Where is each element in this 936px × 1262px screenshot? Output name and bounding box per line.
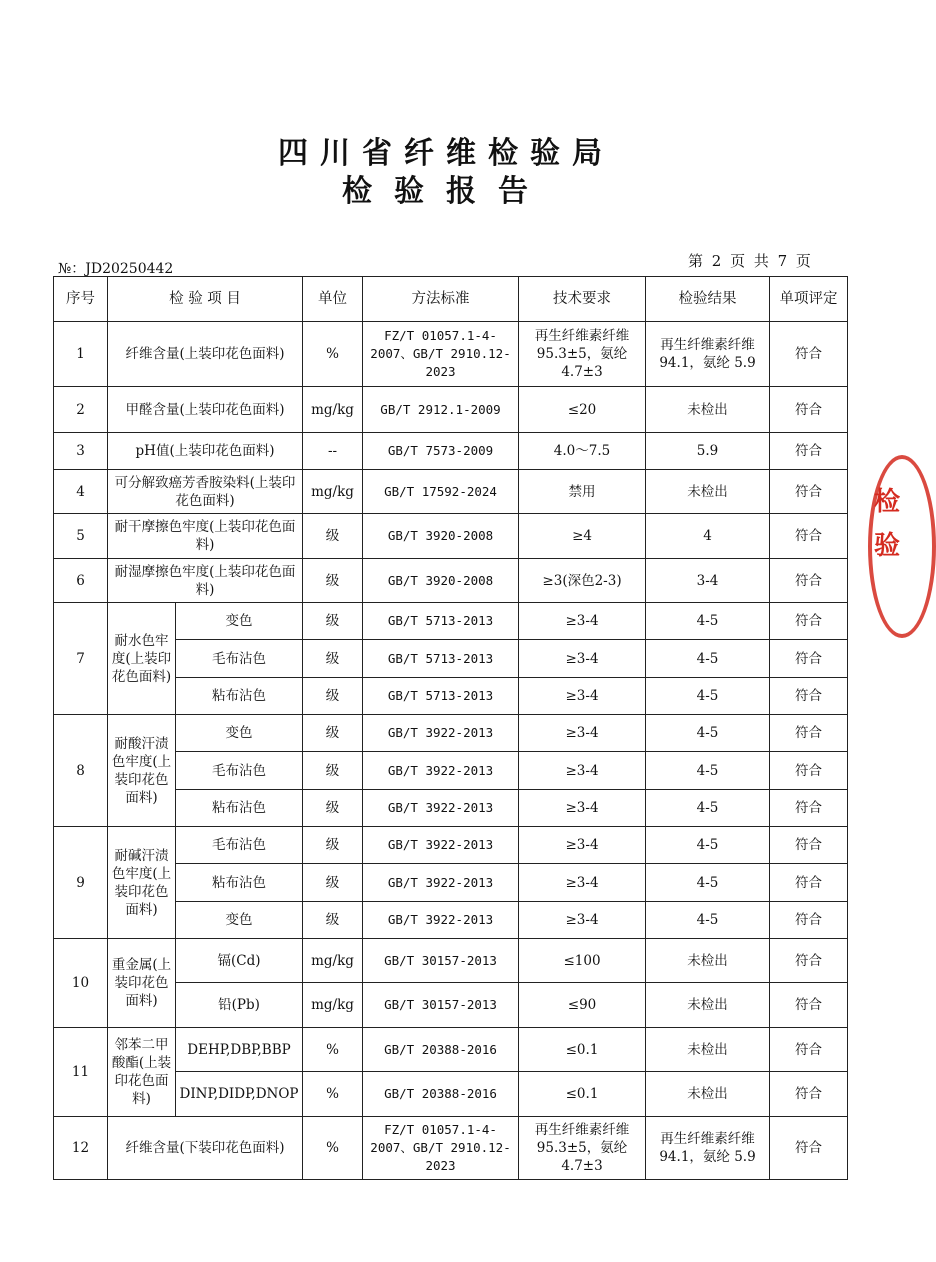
cell-item: 耐湿摩擦色牢度(上装印花色面料): [108, 559, 303, 603]
table-row: [54, 470, 848, 514]
cell-no: 2: [54, 387, 108, 433]
cell-item: pH值(上装印花色面料): [108, 433, 303, 470]
cell-result: 4-5: [646, 603, 770, 640]
cell-evaluation: 符合: [770, 983, 848, 1028]
cell-unit: 级: [303, 514, 363, 559]
cell-subitem: 变色: [176, 902, 303, 939]
cell-evaluation: 符合: [770, 790, 848, 827]
cell-requirement: 再生纤维素纤维95.3±5，氨纶4.7±3: [519, 1117, 646, 1180]
cell-method: GB/T 5713-2013: [363, 640, 519, 678]
cell-method: GB/T 5713-2013: [363, 678, 519, 715]
cell-requirement: 再生纤维素纤维95.3±5，氨纶4.7±3: [519, 322, 646, 387]
cell-method: FZ/T 01057.1-4-2007、GB/T 2910.12-2023: [363, 322, 519, 387]
table-row: [54, 433, 848, 470]
cell-subitem: DEHP,DBP,BBP: [176, 1028, 303, 1072]
cell-method: GB/T 3922-2013: [363, 864, 519, 902]
cell-result: 4: [646, 514, 770, 559]
cell-unit: 级: [303, 902, 363, 939]
cell-evaluation: 符合: [770, 640, 848, 678]
cell-requirement: ≥4: [519, 514, 646, 559]
cell-evaluation: 符合: [770, 1117, 848, 1180]
cell-no: 5: [54, 514, 108, 559]
table-row: [54, 1028, 848, 1072]
page-info: 第 2 页 共 7 页: [688, 252, 813, 270]
cell-subitem: 镉(Cd): [176, 939, 303, 983]
cell-no: 12: [54, 1117, 108, 1180]
cell-evaluation: 符合: [770, 470, 848, 514]
cell-result: 4-5: [646, 827, 770, 864]
cell-unit: mg/kg: [303, 983, 363, 1028]
cell-method: GB/T 3920-2008: [363, 559, 519, 603]
cell-unit: 级: [303, 559, 363, 603]
cell-unit: mg/kg: [303, 470, 363, 514]
cell-group: 重金属(上装印花色面料): [108, 939, 176, 1028]
cell-item: 纤维含量(下装印花色面料): [108, 1117, 303, 1180]
cell-unit: %: [303, 1117, 363, 1180]
cell-result: 4-5: [646, 678, 770, 715]
cell-evaluation: 符合: [770, 514, 848, 559]
table-row: [54, 715, 848, 752]
header-evaluation: 单项评定: [770, 277, 848, 322]
cell-result: 未检出: [646, 983, 770, 1028]
cell-unit: 级: [303, 715, 363, 752]
cell-requirement: ≥3-4: [519, 902, 646, 939]
cell-evaluation: 符合: [770, 715, 848, 752]
cell-result: 3-4: [646, 559, 770, 603]
cell-result: 再生纤维素纤维94.1，氨纶 5.9: [646, 1117, 770, 1180]
cell-method: GB/T 5713-2013: [363, 603, 519, 640]
cell-requirement: 4.0～7.5: [519, 433, 646, 470]
cell-no: 10: [54, 939, 108, 1028]
cell-requirement: ≥3-4: [519, 678, 646, 715]
cell-requirement: ≥3-4: [519, 640, 646, 678]
cell-subitem: 粘布沾色: [176, 790, 303, 827]
cell-requirement: ≥3(深色2-3): [519, 559, 646, 603]
cell-result: 未检出: [646, 470, 770, 514]
cell-method: GB/T 3922-2013: [363, 715, 519, 752]
table-row: [54, 939, 848, 983]
cell-requirement: ≤0.1: [519, 1072, 646, 1117]
cell-evaluation: 符合: [770, 752, 848, 790]
cell-unit: %: [303, 1028, 363, 1072]
table-row: [54, 322, 848, 387]
cell-method: GB/T 3920-2008: [363, 514, 519, 559]
cell-unit: 级: [303, 752, 363, 790]
table-row: [54, 603, 848, 640]
table-row: [54, 559, 848, 603]
cell-method: GB/T 20388-2016: [363, 1072, 519, 1117]
cell-group: 耐酸汗渍色牢度(上装印花色面料): [108, 715, 176, 827]
report-number: №：JD20250442: [58, 261, 174, 277]
cell-evaluation: 符合: [770, 827, 848, 864]
cell-requirement: ≥3-4: [519, 864, 646, 902]
cell-item: 甲醛含量(上装印花色面料): [108, 387, 303, 433]
cell-result: 未检出: [646, 939, 770, 983]
cell-subitem: 粘布沾色: [176, 678, 303, 715]
cell-result: 4-5: [646, 790, 770, 827]
cell-no: 4: [54, 470, 108, 514]
cell-no: 9: [54, 827, 108, 939]
cell-method: FZ/T 01057.1-4-2007、GB/T 2910.12-2023: [363, 1117, 519, 1180]
cell-unit: 级: [303, 864, 363, 902]
table-row: [54, 827, 848, 864]
cell-evaluation: 符合: [770, 678, 848, 715]
header-method: 方法标准: [363, 277, 519, 322]
table-row: [54, 1117, 848, 1180]
cell-result: 未检出: [646, 1028, 770, 1072]
cell-no: 6: [54, 559, 108, 603]
cell-unit: %: [303, 1072, 363, 1117]
cell-group: 耐碱汗渍色牢度(上装印花色面料): [108, 827, 176, 939]
cell-method: GB/T 30157-2013: [363, 939, 519, 983]
cell-method: GB/T 3922-2013: [363, 827, 519, 864]
cell-result: 4-5: [646, 752, 770, 790]
cell-method: GB/T 17592-2024: [363, 470, 519, 514]
cell-no: 3: [54, 433, 108, 470]
cell-evaluation: 符合: [770, 603, 848, 640]
cell-unit: 级: [303, 640, 363, 678]
cell-requirement: ≥3-4: [519, 603, 646, 640]
cell-group: 邻苯二甲酸酯(上装印花色面料): [108, 1028, 176, 1117]
cell-subitem: 毛布沾色: [176, 752, 303, 790]
cell-evaluation: 符合: [770, 939, 848, 983]
cell-result: 未检出: [646, 1072, 770, 1117]
cell-no: 7: [54, 603, 108, 715]
cell-result: 4-5: [646, 715, 770, 752]
cell-item: 耐干摩擦色牢度(上装印花色面料): [108, 514, 303, 559]
cell-unit: 级: [303, 827, 363, 864]
cell-no: 1: [54, 322, 108, 387]
cell-method: GB/T 7573-2009: [363, 433, 519, 470]
cell-requirement: ≤0.1: [519, 1028, 646, 1072]
official-seal-text: 检验: [874, 487, 901, 561]
cell-result: 5.9: [646, 433, 770, 470]
cell-method: GB/T 2912.1-2009: [363, 387, 519, 433]
cell-requirement: ≥3-4: [519, 752, 646, 790]
header-result: 检验结果: [646, 277, 770, 322]
cell-subitem: 铅(Pb): [176, 983, 303, 1028]
table-row: [54, 387, 848, 433]
cell-evaluation: 符合: [770, 1072, 848, 1117]
cell-unit: mg/kg: [303, 387, 363, 433]
cell-subitem: 变色: [176, 603, 303, 640]
cell-subitem: 变色: [176, 715, 303, 752]
cell-item: 纤维含量(上装印花色面料): [108, 322, 303, 387]
cell-no: 8: [54, 715, 108, 827]
cell-evaluation: 符合: [770, 864, 848, 902]
cell-result: 4-5: [646, 864, 770, 902]
cell-requirement: 禁用: [519, 470, 646, 514]
cell-evaluation: 符合: [770, 433, 848, 470]
cell-subitem: 毛布沾色: [176, 827, 303, 864]
table-header-row: [54, 277, 848, 322]
cell-evaluation: 符合: [770, 1028, 848, 1072]
cell-unit: 级: [303, 678, 363, 715]
table-row: [54, 514, 848, 559]
header-requirement: 技术要求: [519, 277, 646, 322]
cell-evaluation: 符合: [770, 559, 848, 603]
cell-result: 再生纤维素纤维94.1，氨纶 5.9: [646, 322, 770, 387]
cell-evaluation: 符合: [770, 387, 848, 433]
cell-result: 4-5: [646, 902, 770, 939]
cell-method: GB/T 30157-2013: [363, 983, 519, 1028]
cell-unit: mg/kg: [303, 939, 363, 983]
cell-requirement: ≥3-4: [519, 827, 646, 864]
cell-subitem: DINP,DIDP,DNOP: [176, 1072, 303, 1117]
header-item: 检 验 项 目: [108, 277, 303, 322]
cell-subitem: 粘布沾色: [176, 864, 303, 902]
cell-unit: %: [303, 322, 363, 387]
cell-method: GB/T 3922-2013: [363, 790, 519, 827]
report-title: 检验报告: [342, 174, 550, 209]
cell-result: 4-5: [646, 640, 770, 678]
cell-result: 未检出: [646, 387, 770, 433]
cell-requirement: ≥3-4: [519, 790, 646, 827]
org-title: 四川省纤维检验局: [278, 136, 614, 171]
cell-evaluation: 符合: [770, 322, 848, 387]
cell-requirement: ≤20: [519, 387, 646, 433]
cell-method: GB/T 20388-2016: [363, 1028, 519, 1072]
cell-method: GB/T 3922-2013: [363, 752, 519, 790]
cell-unit: 级: [303, 790, 363, 827]
cell-requirement: ≤100: [519, 939, 646, 983]
cell-subitem: 毛布沾色: [176, 640, 303, 678]
cell-evaluation: 符合: [770, 902, 848, 939]
header-unit: 单位: [303, 277, 363, 322]
header-no: 序号: [54, 277, 108, 322]
cell-requirement: ≤90: [519, 983, 646, 1028]
cell-unit: --: [303, 433, 363, 470]
cell-unit: 级: [303, 603, 363, 640]
cell-group: 耐水色牢度(上装印花色面料): [108, 603, 176, 715]
cell-requirement: ≥3-4: [519, 715, 646, 752]
cell-item: 可分解致癌芳香胺染料(上装印花色面料): [108, 470, 303, 514]
results-table: [53, 276, 848, 1180]
cell-method: GB/T 3922-2013: [363, 902, 519, 939]
cell-no: 11: [54, 1028, 108, 1117]
